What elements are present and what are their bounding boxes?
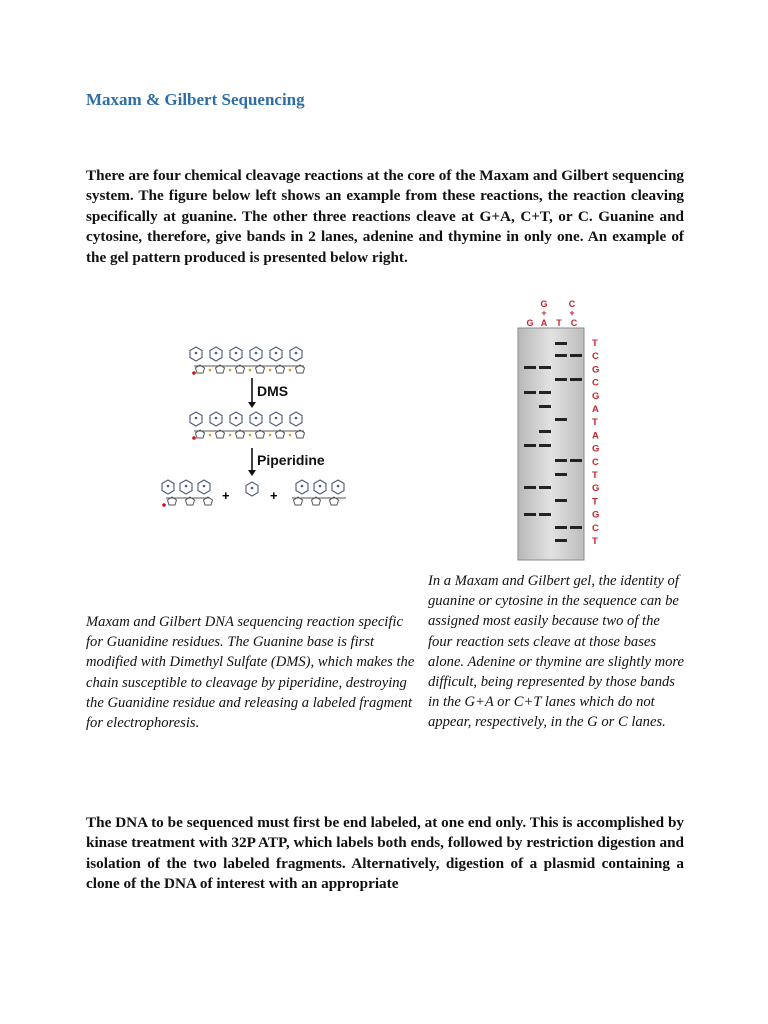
gel-band bbox=[524, 444, 536, 447]
body-paragraph: The DNA to be sequenced must first be end labeled, at one end only. This is accomplished by kinase treatment with 32P ATP, which labels both ends, followed by restriction digestion and isolation of the two labeled fragments. Alternatively, digestion of a plasmid containing a clone of the DNA of interest with an appropriate bbox=[86, 814, 684, 893]
gel-band bbox=[555, 499, 567, 502]
sequencing-gel-figure bbox=[510, 296, 610, 564]
sequence-letter: T bbox=[592, 496, 598, 508]
sequence-letter: A bbox=[592, 430, 599, 442]
sequence-letter: G bbox=[592, 509, 600, 521]
lane-header-ct-plus: + bbox=[569, 308, 575, 318]
sequence-letter: T bbox=[592, 470, 598, 481]
gel-band bbox=[524, 366, 536, 369]
gel-band bbox=[555, 473, 567, 476]
gel-band bbox=[524, 391, 536, 394]
intro-paragraph: There are four chemical cleavage reactions at the core of the Maxam and Gilbert sequencing system. The figure below left shows an example from these reactions, the reaction cleaving specifically at guanine. The other three reactions cleave at G+A, C+T, or C. Guanine and cytosine, therefore, give bands in 2 lanes, adenine and thymine in only one. An example of the gel pattern produced is presented below right. bbox=[86, 167, 684, 266]
sequence-readout bbox=[592, 338, 599, 547]
dms-reaction-figure bbox=[156, 336, 356, 516]
dna-strand-original bbox=[190, 347, 305, 375]
lane-label-a: A bbox=[540, 318, 548, 328]
sequence-letter: G bbox=[592, 443, 600, 455]
sequence-letter: C bbox=[592, 456, 599, 468]
gel-band bbox=[539, 366, 551, 369]
lane-header-ga-top: G bbox=[540, 299, 548, 309]
gel-band bbox=[539, 430, 551, 433]
gel-band bbox=[570, 459, 582, 462]
caption-right: In a Maxam and Gilbert gel, the identity of guanine or cytosine in the sequence can be assigned most easily because two of the four reaction sets cleave at those bases alone. Adenine or thymine are slightly more difficult, being represented by those bands in the G+A or C+T lanes which do not appear, respectively, in the G or C lanes. bbox=[428, 573, 685, 731]
gel-band bbox=[524, 486, 536, 489]
gel-band bbox=[570, 526, 582, 529]
sequence-letter: C bbox=[592, 351, 599, 363]
sequence-letter: C bbox=[592, 377, 599, 389]
gel-band bbox=[555, 418, 567, 421]
sequence-letter: T bbox=[592, 338, 598, 349]
cleavage-products bbox=[162, 480, 346, 507]
lane-label-g: G bbox=[526, 318, 534, 328]
gel-band bbox=[555, 539, 567, 542]
gel-band bbox=[555, 354, 567, 357]
sequence-letter: T bbox=[592, 536, 598, 547]
sequence-letter: A bbox=[592, 404, 599, 415]
lane-header-ga-plus: + bbox=[541, 308, 547, 318]
caption-left: Maxam and Gilbert DNA sequencing reaction specific for Guanidine residues. The Guanine base is first modified with Dimethyl Sulfate (DMS), which makes the chain susceptible to cleavage by piperidine, destroying the Guanidine residue and releasing a labeled fragment for electrophoresis. bbox=[86, 614, 415, 732]
plus-sign: + bbox=[270, 488, 278, 503]
lane-label-t: T bbox=[556, 318, 562, 328]
sequence-letter: G bbox=[592, 390, 600, 402]
gel-band bbox=[539, 405, 551, 408]
gel-band bbox=[539, 513, 551, 516]
sequence-letter: C bbox=[592, 522, 599, 534]
sequence-letter: T bbox=[592, 417, 598, 429]
sequence-letter: G bbox=[592, 483, 600, 495]
lane-label-c: C bbox=[570, 318, 578, 328]
plus-sign: + bbox=[222, 488, 230, 503]
gel-band bbox=[539, 486, 551, 489]
gel-band bbox=[555, 342, 567, 345]
gel-band bbox=[539, 444, 551, 447]
dna-strand-modified bbox=[190, 412, 305, 440]
lane-header-ct-top: C bbox=[568, 299, 576, 309]
gel-band bbox=[570, 354, 582, 357]
piperidine-label: Piperidine bbox=[257, 452, 325, 468]
dms-label: DMS bbox=[257, 383, 289, 399]
sequence-letter: G bbox=[592, 364, 600, 376]
gel-band bbox=[555, 526, 567, 529]
gel-band bbox=[539, 391, 551, 394]
gel-band bbox=[570, 378, 582, 381]
gel-band bbox=[524, 513, 536, 516]
gel-band bbox=[555, 378, 567, 381]
page-title: Maxam & Gilbert Sequencing bbox=[86, 90, 305, 109]
gel-band bbox=[555, 459, 567, 462]
